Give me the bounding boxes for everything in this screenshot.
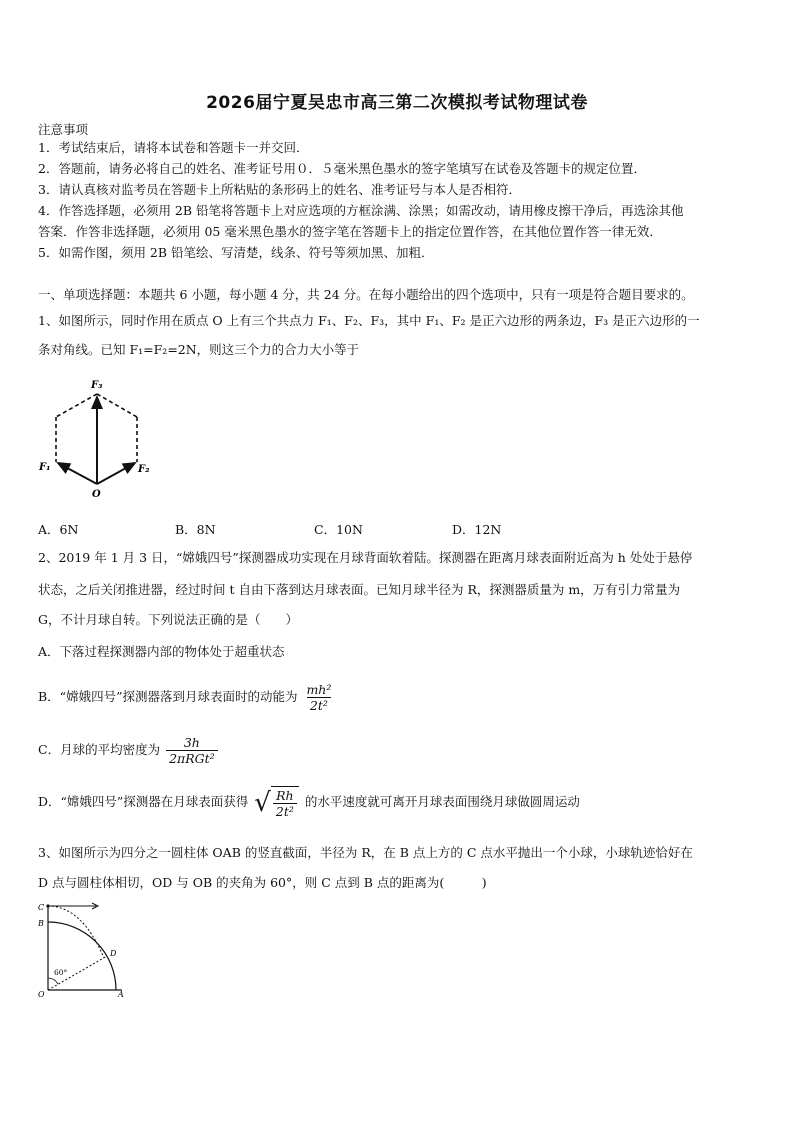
quarter-arc <box>48 922 116 990</box>
q2-stem-line: 2、2019 年 1 月 3 日，“嫦娥四号”探测器成功实现在月球背面软着陆。探测器在距离月球表面附近高为 h 处处于悬停 <box>38 550 693 565</box>
q2-option-a[interactable]: A．下落过程探测器内部的物体处于超重状态 <box>38 644 285 659</box>
section-heading: 一、单项选择题：本题共 6 小题，每小题 4 分，共 24 分。在每小题给出的四个选项中，只有一项是符合题目要求的。 <box>38 287 694 302</box>
label-c: C <box>38 903 45 912</box>
fraction-numerator: mh² <box>306 682 332 697</box>
q2-option-b-text: B．“嫦娥四号”探测器落到月球表面时的动能为 <box>38 689 298 704</box>
fraction-denominator: 2t² <box>273 803 297 819</box>
force-f2-arrow <box>97 463 135 484</box>
angle-label: 60° <box>54 968 68 977</box>
q2-option-d-text-suffix: 的水平速度就可离开月球表面围绕月球做圆周运动 <box>304 794 580 809</box>
force-f1-arrow <box>58 463 97 484</box>
q1-option-c[interactable]: C．10N <box>314 522 363 537</box>
q3-stem-line: 3、如图所示为四分之一圆柱体 OAB 的竖直截面，半径为 R，在 B 点上方的 C 点水平抛出一个小球，小球轨迹恰好在 <box>38 845 693 860</box>
q3-quarter-cylinder-diagram <box>34 898 134 1002</box>
angle-arc <box>48 978 58 984</box>
notice-item: 3．请认真核对监考员在答题卡上所粘贴的条形码上的姓名、准考证号与本人是否相符． <box>38 182 521 197</box>
q2-option-c-fraction <box>166 735 218 766</box>
q1-option-a[interactable]: A．6N <box>38 522 79 537</box>
trajectory-curve <box>48 906 104 958</box>
label-d: D <box>110 949 117 958</box>
q2-option-b[interactable] <box>38 682 336 713</box>
square-root <box>254 786 299 819</box>
radical-sign: √ <box>254 787 271 818</box>
page-title: 2026届宁夏吴忠市高三第二次模拟考试物理试卷 <box>206 93 588 113</box>
q2-option-d-text: D．“嫦娥四号”探测器在月球表面获得 <box>38 794 249 809</box>
q1-option-b[interactable]: B．8N <box>175 522 216 537</box>
notice-heading: 注意事项 <box>38 122 89 137</box>
q1-stem-line: 1、如图所示，同时作用在质点 O 上有三个共点力 F₁、F₂、F₃，其中 F₁、F₂ 是正六边形的两条边，F₃ 是正六边形的一 <box>38 313 700 328</box>
label-o: O <box>92 489 101 498</box>
q2-option-c-text: C．月球的平均密度为 <box>38 742 161 757</box>
notice-item: 4．作答选择题，必须用 2B 铅笔将答题卡上对应选项的方框涂满、涂黑；如需改动，请用橡皮擦干净后，再选涂其他 <box>38 203 684 218</box>
point-c-dot <box>46 904 49 907</box>
label-f2: F₂ <box>138 464 150 475</box>
q2-stem-line: 状态，之后关闭推进器，经过时间 t 自由下落到达月球表面。已知月球半径为 R，探测器质量为 m，万有引力常量为 <box>38 582 681 597</box>
label-a: A <box>118 990 124 999</box>
label-b: B <box>38 919 44 928</box>
label-f3: F₃ <box>91 380 103 391</box>
q1-option-d[interactable]: D．12N <box>452 522 502 537</box>
q2-stem-line: G，不计月球自转。下列说法正确的是（ ） <box>38 612 298 627</box>
q2-option-b-fraction <box>303 682 334 713</box>
q2-option-d-fraction <box>273 788 297 819</box>
q1-hexagon-force-diagram <box>36 376 166 498</box>
label-o: O <box>38 990 45 999</box>
notice-item: 2．答题前，请务必将自己的姓名、准考证号用０．５毫米黑色墨水的签字笔填写在试卷及答题卡的规定位置． <box>38 161 646 176</box>
fraction-numerator: Rh <box>276 788 294 803</box>
q2-option-c[interactable] <box>38 735 220 766</box>
label-f1: F₁ <box>39 462 51 473</box>
fraction-denominator: 2πRGt² <box>166 750 218 766</box>
q2-option-d[interactable] <box>38 786 580 819</box>
notice-item: 答案．作答非选择题，必须用 05 毫米黑色墨水的签字笔在答题卡上的指定位置作答，在其他位置作答一律无效． <box>38 224 662 239</box>
notice-item: 1．考试结束后，请将本试卷和答题卡一并交回． <box>38 140 309 155</box>
notice-item: 5．如需作图，须用 2B 铅笔绘、写清楚，线条、符号等须加黑、加粗． <box>38 245 434 260</box>
fraction-denominator: 2t² <box>307 697 331 713</box>
q1-stem-line: 条对角线。已知 F₁=F₂=2N，则这三个力的合力大小等于 <box>38 342 360 357</box>
q3-stem-line: D 点与圆柱体相切，OD 与 OB 的夹角为 60°，则 C 点到 B 点的距离为( ) <box>38 875 487 890</box>
fraction-numerator: 3h <box>183 735 200 750</box>
